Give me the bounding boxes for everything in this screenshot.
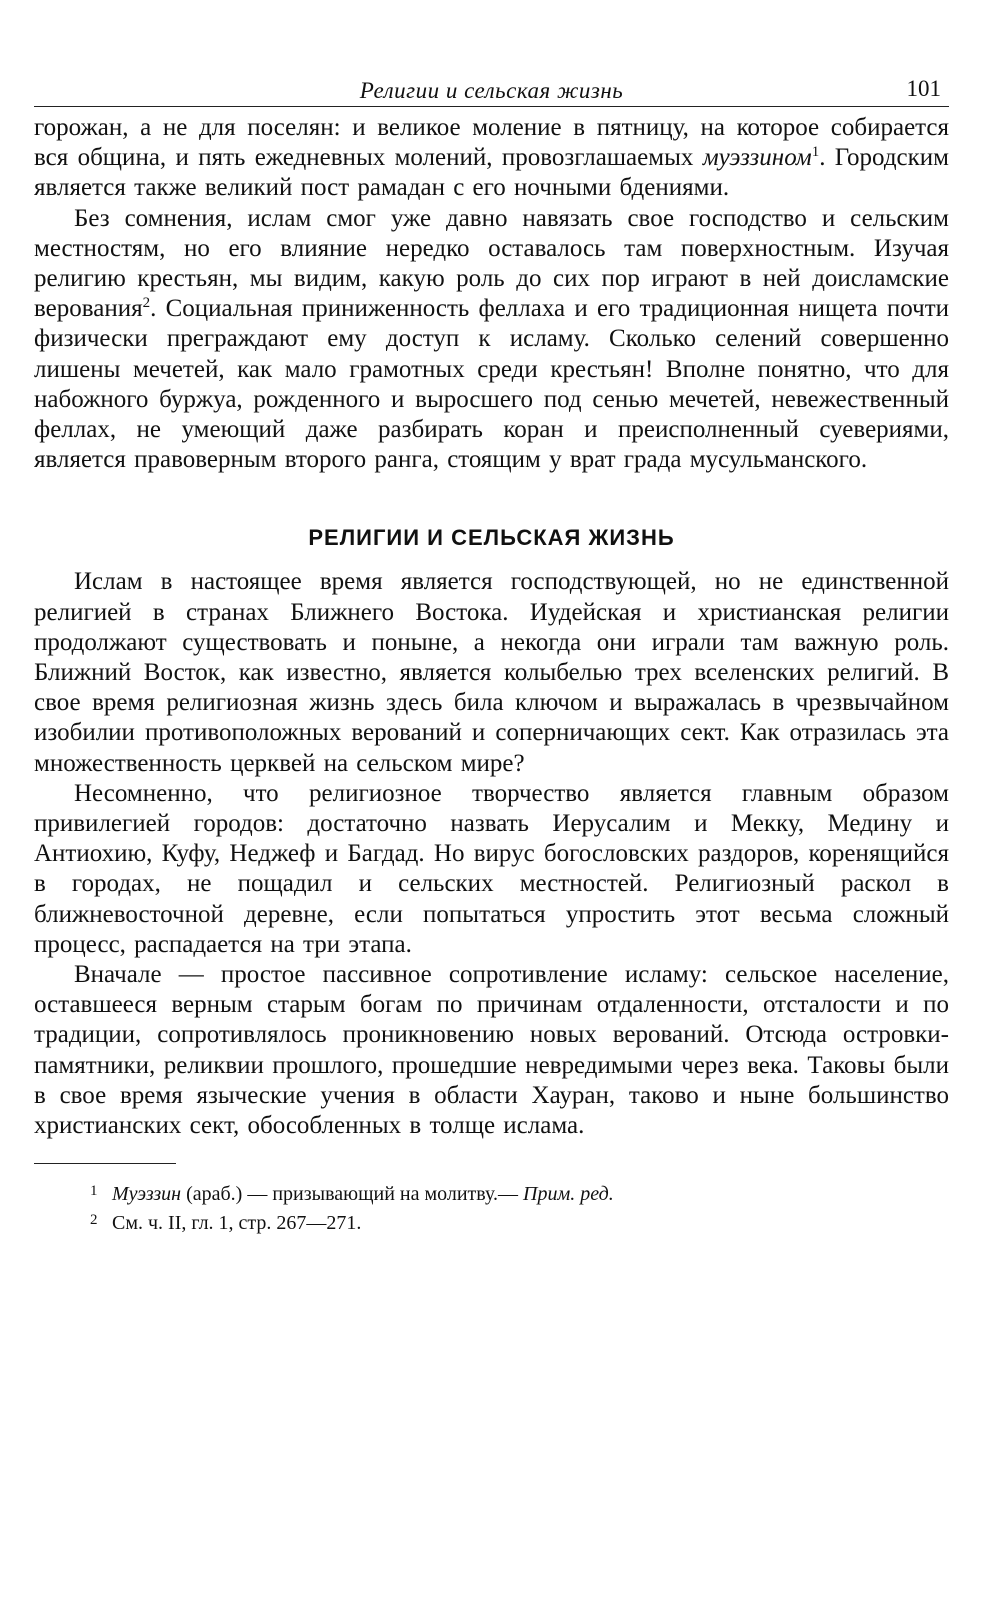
paragraph: Ислам в настоящее время является господствующей, но не единственной религией в странах Ближнего Востока. Иудейская и христианская религии продолжают существовать и поныне, а некогда они играли там важную роль. Ближний Восток, как известно, является колыбелью трех вселенских религий. В свое время религиозная жизнь здесь била ключом и выражалась в чрезвычайном изобилии противоположных верований и соперничающих сект. Как отразилась эта множественность церквей на сельском мире? (34, 568, 949, 777)
footnote-text: (араб.) — призывающий на молитву.— (181, 1183, 524, 1206)
footnote-divider (34, 1163, 176, 1164)
paragraph: Вначале — простое пассивное сопротивление исламу: сельское население, оставшееся верным старым богам по причинам отдаленности, отсталости и по традиции, сопротивлялось проникновению новых верований. Отсюда островки-памятники, реликвии прошлого, прошедшие невредимыми через века. Таковы были в свое время языческие учения в области Хауран, таково и ныне большинство христианских сект, обособленных в толще ислама. (34, 961, 949, 1140)
paragraph-continued (34, 113, 949, 204)
book-page (34, 72, 949, 1236)
paragraph-text: Без сомнения, ислам смог уже давно навязать свое господство и сельским местностям, но его влияние нередко оставалось там поверхностным. Изучая религию крестьян, мы видим, какую роль до сих пор играют в ней доисламские верования (34, 204, 949, 323)
paragraph-text: . Городским является также великий пост рамадан с его ночными бдениями. (34, 144, 949, 202)
section-heading: РЕЛИГИИ И СЕЛЬСКАЯ ЖИЗНЬ (308, 525, 675, 551)
body-text (34, 113, 949, 1141)
page-number: 101 (906, 76, 941, 101)
paragraph-text: горожан, а не для поселян: и великое моление в пятницу, на которое собирается вся община, и пять ежедневных молений, провозглашаемых (34, 114, 949, 172)
paragraph: Несомненно, что религиозное творчество является главным образом привилегией городов: достаточно назвать Иерусалим и Мекку, Медину и Антиохию, Куфу, Неджеф и Багдад. Но вирус богословских раздоров, коренящийся в городах, не пощадил и сельских местностей. Религиозный раскол в ближневосточной деревне, если попытаться упростить этот весьма сложный процесс, распадается на три этапа. (34, 779, 949, 958)
editor-note: Прим. ред. (523, 1183, 614, 1206)
italic-term: муэззином (702, 144, 812, 172)
paragraph (34, 204, 949, 476)
running-title: Религии и сельская жизнь (359, 78, 624, 103)
running-head (34, 72, 949, 107)
footnote-mark: 1 (90, 1183, 98, 1200)
footnote-ref: 2 (142, 295, 151, 312)
footnote (90, 1178, 949, 1207)
footnote-text: См. ч. II, гл. 1, стр. 267—271. (112, 1212, 362, 1235)
footnote-term: Муэззин (112, 1183, 182, 1206)
footnotes (34, 1178, 949, 1236)
footnote-mark: 2 (90, 1212, 98, 1229)
paragraph-text: . Социальная приниженность феллаха и его традиционная нищета почти физически преграждают ему доступ к исламу. Сколько селений совершенно лишены мечетей, как мало грамотных среди крестьян! Вполне понятно, что для набожного буржуа, рожденного и выросшего под сенью мечетей, невежественный феллах, не умеющий даже разбирать коран и преисполненный суевериями, является правоверным второго ранга, стоящим у врат града мусульманского. (34, 295, 949, 474)
footnote-ref: 1 (811, 144, 820, 161)
footnote (90, 1207, 949, 1236)
